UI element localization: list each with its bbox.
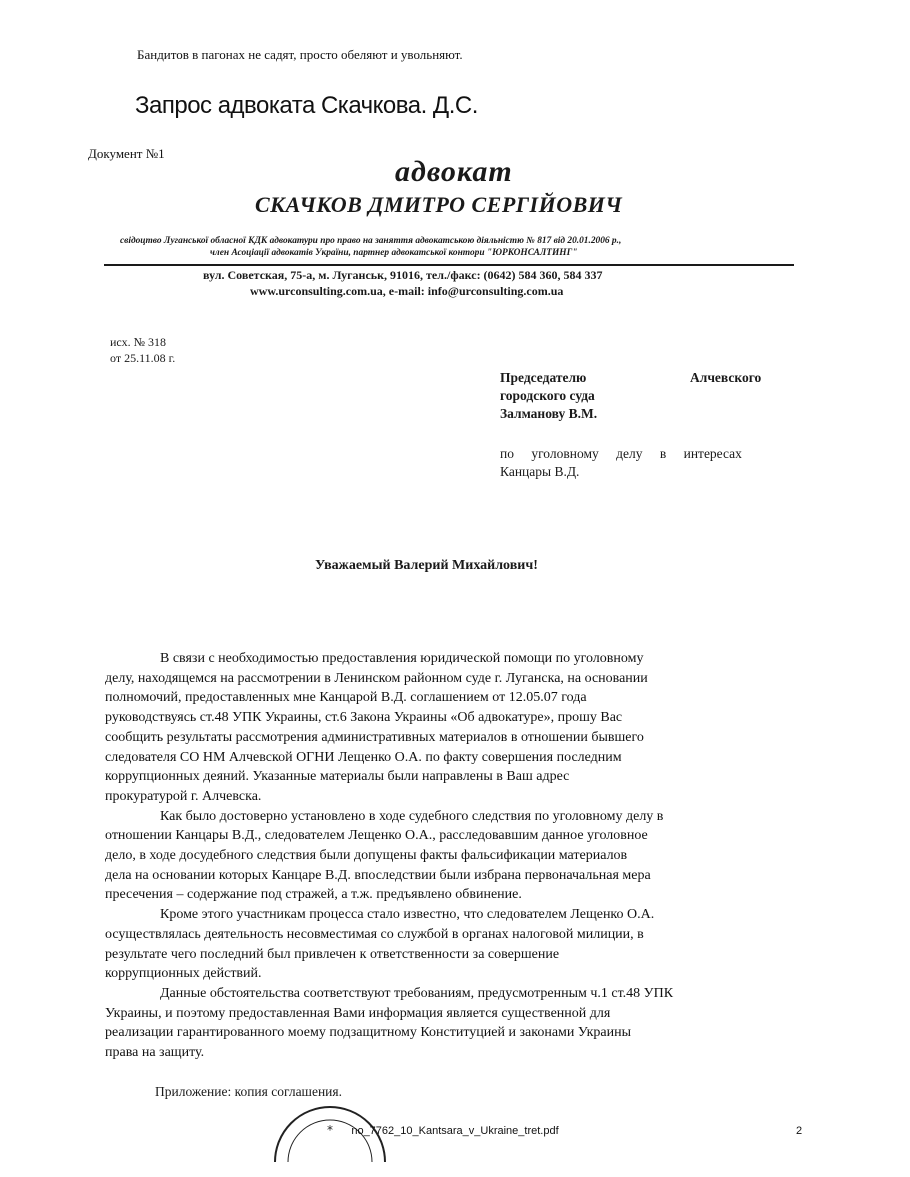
letterhead-divider <box>104 264 794 266</box>
outgoing-number: исх. № 318 <box>110 335 167 349</box>
document-label: Документ №1 <box>88 146 165 161</box>
body-line: Как было достоверно установлено в ходе судебного следствия по уголовному делу в <box>160 808 664 824</box>
letter-greeting: Уважаемый Валерий Михайлович! <box>315 558 538 573</box>
recipient-court: городского суда <box>500 388 595 403</box>
body-line: коррупционных действий. <box>105 966 262 982</box>
svg-text:*: * <box>327 1123 333 1137</box>
body-line: результате чего последний был привлечен к ответственности за совершение <box>105 946 560 962</box>
body-line: следователя СО НМ Алчевской ОГНИ Лещенко О.А. по факту совершения последним <box>105 749 622 765</box>
body-line: полномочий, предоставленных мне Канцарой В.Д. соглашением от 12.05.07 года <box>105 690 587 706</box>
letterhead-certificate: свідоцтво Луганської обласної КДК адвокатури про право на заняття адвокатською діяльністю № 817 від 20.01.2006 р., <box>120 236 622 246</box>
intro-text: Бандитов в пагонах не садят, просто обеляют и увольняют. <box>137 47 463 62</box>
body-line: права на защиту. <box>105 1045 205 1061</box>
body-line: руководствуясь ст.48 УПК Украины, ст.6 Закона Украины «Об адвокатуре», прошу Вас <box>105 710 623 726</box>
body-line: дела на основании которых Канцаре В.Д. впоследствии были избрана первоначальная мера <box>105 867 651 883</box>
letterhead-web: www.urconsulting.com.ua, e-mail: info@urconsulting.com.ua <box>250 284 564 298</box>
case-reference: по уголовному делу в интересах <box>500 446 742 461</box>
body-line: Данные обстоятельства соответствуют требованиям, предусмотренным ч.1 ст.48 УПК <box>160 985 674 1001</box>
body-line: пресечения – содержание под стражей, а т.ж. предъявлено обвинение. <box>105 887 522 903</box>
letterhead-name: СКАЧКОВ ДМИТРО СЕРГІЙОВИЧ <box>255 192 623 217</box>
body-line: дело, в ходе досудебного следствия были допущены факты фальсификации материалов <box>105 848 628 864</box>
body-line: сообщить результаты рассмотрения административных материалов в отношении бывшего <box>105 729 644 745</box>
letterhead-address: вул. Советская, 75-а, м. Луганськ, 91016, тел./факс: (0642) 584 360, 584 337 <box>203 268 603 282</box>
body-line: отношении Канцары В.Д., следователем Лещенко О.А., расследовавшим данное уголовное <box>105 828 648 844</box>
letter-body <box>105 649 800 1063</box>
case-client: Канцары В.Д. <box>500 464 580 479</box>
body-line: делу, находящемся на рассмотрении в Ленинском районном суде г. Луганска, на основании <box>105 670 648 686</box>
letterhead-membership: член Асоціації адвокатів України, партнер адвокатської контори "ЮРКОНСАЛТИНГ" <box>210 248 578 258</box>
body-line: реализации гарантированного моему подзащитному Конституцией и законами Украины <box>105 1025 631 1041</box>
body-line: В связи с необходимостью предоставления юридической помощи по уголовному <box>160 651 644 666</box>
recipient-city: Алчевского <box>690 370 762 385</box>
recipient-name: Залманову В.М. <box>500 406 598 421</box>
outgoing-date: от 25.11.08 г. <box>110 351 176 365</box>
page-title: Запрос адвоката Скачкова. Д.С. <box>135 92 478 119</box>
body-line: прокуратурой г. Алчевска. <box>105 788 262 804</box>
attachment-note: Приложение: копия соглашения. <box>155 1084 342 1099</box>
body-line: коррупционных деяний. Указанные материалы были направлены в Ваш адрес <box>105 769 570 785</box>
letterhead-role: адвокат <box>395 155 513 188</box>
footer-filename: no_7762_10_Kantsara_v_Ukraine_tret.pdf <box>351 1125 559 1137</box>
body-line: Украины, и поэтому предоставленная Вами информация является существенной для <box>105 1005 611 1021</box>
scanned-letter <box>100 150 803 1162</box>
page-number: 2 <box>796 1125 803 1137</box>
recipient-title: Председателю <box>500 370 587 385</box>
body-line: Кроме этого участникам процесса стало известно, что следователем Лещенко О.А. <box>160 907 655 923</box>
body-line: осуществлялась деятельность несовместимая со службой в органах налоговой милиции, в <box>105 926 644 942</box>
